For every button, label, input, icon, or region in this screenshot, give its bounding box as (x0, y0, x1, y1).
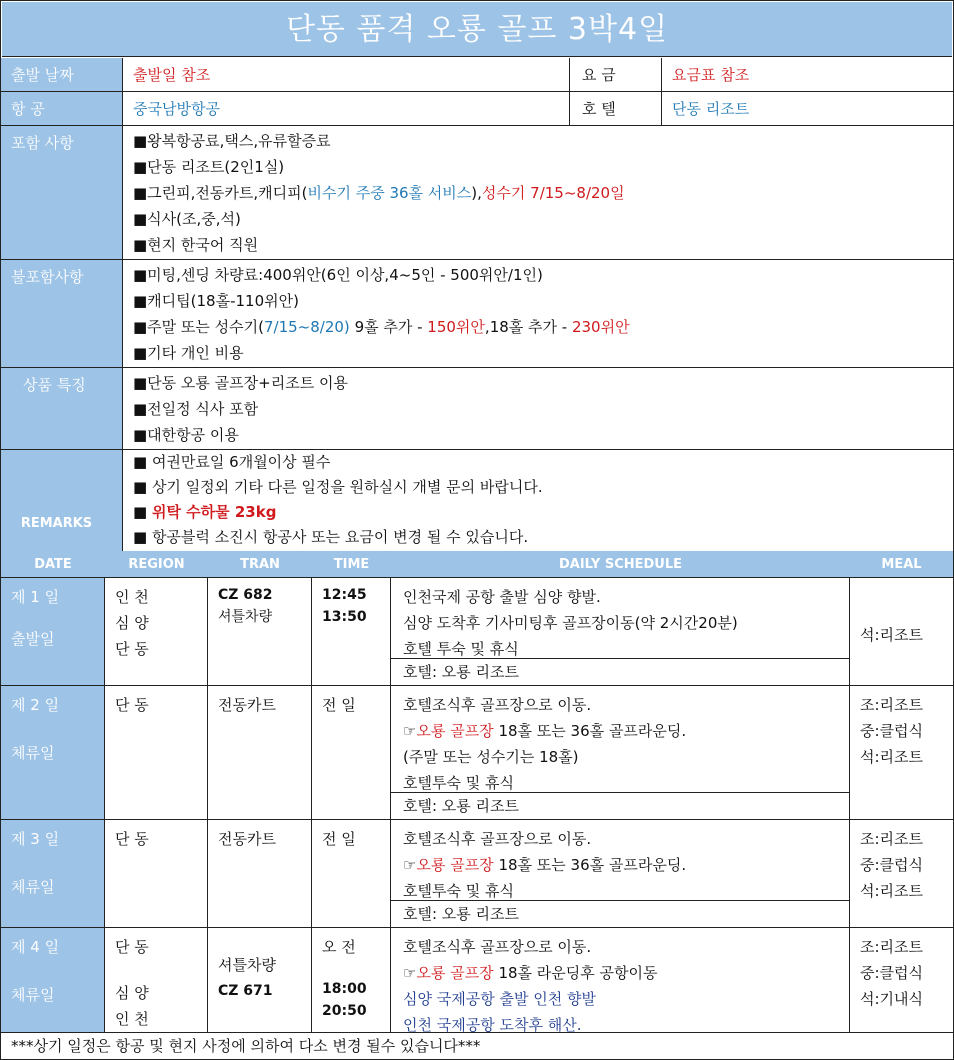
airline-label: 항 공 (1, 92, 123, 125)
time-item: 13:50 (322, 609, 367, 625)
schedule-item: 심양 국제공항 출발 인천 향발 (403, 990, 596, 1008)
day-tran-cell (208, 820, 312, 927)
day-tran-cell (208, 686, 312, 819)
tran-item: 셔틀차량 (218, 956, 276, 974)
day-time-cell (312, 686, 391, 819)
day-type: 출발일 (11, 630, 55, 648)
schedule-item: 호텔조식후 골프장으로 이동. (403, 938, 592, 956)
day-meal-cell (850, 686, 953, 819)
remark-item: ■ 항공블럭 소진시 항공사 또는 요금이 변경 될 수 있습니다. (133, 528, 529, 546)
day-hotel: 호텔: 오룡 리조트 (391, 658, 849, 685)
schedule-item: ☞오룡 골프장 18홀 또는 36홀 골프라운딩. (403, 722, 687, 740)
included-item: ■단동 리조트(2인1실) (133, 158, 285, 176)
day-region-cell (105, 928, 208, 1032)
fee-value: 요금표 참조 (661, 58, 953, 91)
day-meal-cell (850, 578, 953, 685)
day-tran-cell (208, 928, 312, 1032)
page-title: 단동 품격 오룡 골프 3박4일 (2, 2, 952, 57)
remarks-label: REMARKS (1, 450, 123, 551)
features-section (1, 368, 953, 450)
meal-item: 중:클럽식 (860, 722, 924, 740)
depart-label: 출발 날짜 (1, 58, 123, 91)
day-meal-cell (850, 820, 953, 927)
day-time-cell (312, 820, 391, 927)
schedule-item: 인천국제 공항 출발 심양 향발. (403, 588, 601, 606)
hand-pointer-icon: ☞ (403, 856, 417, 874)
schedule-item: 호텔조식후 골프장으로 이동. (403, 696, 592, 714)
day-meal-cell (850, 928, 953, 1032)
day-hotel: 호텔: 오룡 리조트 (391, 792, 849, 819)
region-item: 인 천 (115, 588, 149, 606)
excluded-section (1, 260, 953, 368)
excluded-item: ■기타 개인 비용 (133, 344, 244, 362)
depart-row (1, 58, 953, 92)
tran-item: 전동카트 (218, 696, 276, 714)
excluded-item: ■주말 또는 성수기(7/15~8/20) 9홀 추가 - 150위안,18홀 추가 - 230위안 (133, 318, 630, 336)
header-meal: MEAL (881, 557, 922, 572)
schedule-item: ☞오룡 골프장 18홀 라운딩후 공항이동 (403, 964, 658, 982)
tran-item: 셔틀차량 (218, 609, 273, 625)
day-schedule-cell (391, 820, 850, 927)
schedule-item: 인천 국제공항 도착후 해산. (403, 1016, 582, 1034)
time-item: 전 일 (322, 830, 356, 848)
excluded-label: 불포함사항 (1, 260, 123, 367)
day-type: 체류일 (11, 986, 55, 1004)
day-hotel: 호텔: 오룡 리조트 (391, 900, 849, 927)
airline-row (1, 92, 953, 126)
day-schedule-cell (391, 928, 850, 1032)
meal-item: 중:클럽식 (860, 964, 924, 982)
hand-pointer-icon: ☞ (403, 722, 417, 740)
meal-item: 석:기내식 (860, 990, 924, 1008)
meal-item: 석:리조트 (860, 626, 924, 644)
day-number: 제 4 일 (11, 938, 60, 956)
included-list (123, 126, 953, 259)
meal-item: 조:리조트 (860, 696, 924, 714)
remark-item: ■ 위탁 수하물 23kg (133, 503, 277, 521)
region-item: 심 양 (115, 984, 149, 1002)
depart-value: 출발일 참조 (133, 66, 211, 84)
feature-item: ■대한항공 이용 (133, 426, 239, 444)
meal-item: 중:클럽식 (860, 856, 924, 874)
day-schedule-cell (391, 686, 850, 819)
excluded-item: ■미팅,센딩 차량료:400위안(6인 이상,4~5인 - 500위안/1인) (133, 266, 543, 284)
day-tran-cell (208, 578, 312, 685)
day-row-4 (1, 928, 953, 1033)
day-row-1 (1, 578, 953, 686)
meal-item: 조:리조트 (860, 830, 924, 848)
meal-item: 석:리조트 (860, 882, 924, 900)
header-date: DATE (34, 557, 72, 572)
hotel-label: 호 텔 (569, 92, 661, 125)
region-item: 단 동 (115, 938, 149, 956)
excluded-list (123, 260, 953, 367)
features-list (123, 368, 953, 449)
day-time-cell (312, 578, 391, 685)
region-item: 심 양 (115, 614, 149, 632)
day-row-2 (1, 686, 953, 820)
time-item: 전 일 (322, 696, 356, 714)
header-daily-schedule: DAILY SCHEDULE (558, 557, 683, 572)
region-item: 단 동 (115, 640, 149, 658)
day-number: 제 2 일 (11, 696, 60, 714)
airline-value: 중국남방항공 (133, 100, 220, 118)
schedule-item: 호텔 투숙 및 휴식 (403, 640, 519, 658)
day-date-cell (1, 928, 105, 1032)
tran-item: CZ 671 (218, 983, 273, 999)
schedule-item: 심양 도착후 기사미팅후 골프장이동(약 2시간20분) (403, 614, 738, 632)
day-region-cell (105, 578, 208, 685)
region-item: 단 동 (115, 830, 149, 848)
features-label: 상품 특징 (1, 368, 123, 449)
day-date-cell (1, 686, 105, 819)
header-region: REGION (128, 557, 185, 572)
feature-item: ■단동 오룡 골프장+리조트 이용 (133, 374, 348, 392)
remark-item: ■ 여권만료일 6개월이상 필수 (133, 453, 331, 471)
tran-item: 전동카트 (218, 830, 276, 848)
remarks-section (1, 450, 953, 551)
hotel-value: 단동 리조트 (661, 92, 953, 125)
hand-pointer-icon: ☞ (403, 964, 417, 982)
time-item: 20:50 (322, 1003, 367, 1019)
header-tran: TRAN (240, 557, 280, 572)
fee-label: 요 금 (569, 58, 661, 91)
included-item: ■그린피,전동카트,캐디피(비수기 주중 36홀 서비스),성수기 7/15~8/20일 (133, 184, 625, 202)
included-label: 포함 사항 (1, 126, 123, 259)
remark-item: ■ 상기 일정외 기타 다른 일정을 원하실시 개별 문의 바랍니다. (133, 478, 543, 496)
day-region-cell (105, 686, 208, 819)
time-item: 오 전 (322, 938, 356, 956)
included-item: ■현지 한국어 직원 (133, 236, 259, 254)
region-item: 단 동 (115, 696, 149, 714)
included-section (1, 126, 953, 260)
feature-item: ■전일정 식사 포함 (133, 400, 259, 418)
meal-item: 석:리조트 (860, 748, 924, 766)
schedule-header (1, 551, 953, 578)
day-type: 체류일 (11, 878, 55, 896)
day-date-cell (1, 578, 105, 685)
meal-item: 조:리조트 (860, 938, 924, 956)
day-schedule-cell (391, 578, 850, 685)
day-number: 제 3 일 (11, 830, 60, 848)
day-type: 체류일 (11, 744, 55, 762)
day-time-cell (312, 928, 391, 1032)
footer-note: ***상기 일정은 항공 및 현지 사정에 의하여 다소 변경 될수 있습니다*** (11, 1037, 481, 1055)
day-number: 제 1 일 (11, 588, 60, 606)
region-item: 인 천 (115, 1010, 149, 1028)
time-item: 18:00 (322, 981, 367, 997)
remarks-list (123, 450, 953, 551)
header-time: TIME (333, 557, 370, 572)
included-item: ■식사(조,중,석) (133, 210, 241, 228)
time-item: 12:45 (322, 587, 367, 603)
schedule-item: (주말 또는 성수기는 18홀) (403, 748, 579, 766)
day-region-cell (105, 820, 208, 927)
included-item: ■왕복항공료,택스,유류할증료 (133, 132, 331, 150)
schedule-item: 호텔조식후 골프장으로 이동. (403, 830, 592, 848)
excluded-item: ■캐디팁(18홀-110위안) (133, 292, 299, 310)
schedule-item: 호텔투숙 및 휴식 (403, 774, 514, 792)
day-row-3 (1, 820, 953, 928)
schedule-item: ☞오룡 골프장 18홀 또는 36홀 골프라운딩. (403, 856, 687, 874)
tran-item: CZ 682 (218, 587, 273, 603)
schedule-item: 호텔투숙 및 휴식 (403, 882, 514, 900)
day-date-cell (1, 820, 105, 927)
